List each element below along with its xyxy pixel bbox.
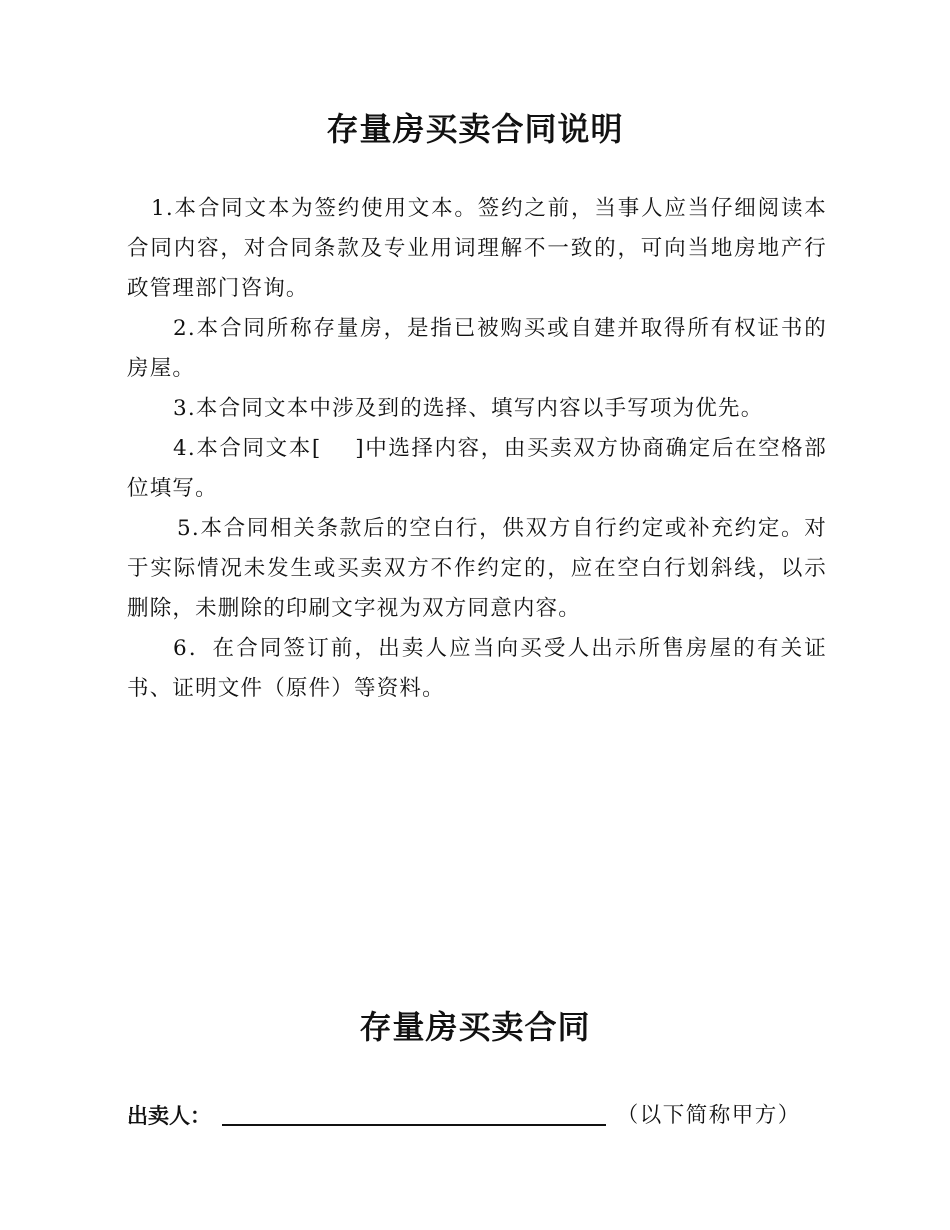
instruction-item-2: 2.本合同所称存量房，是指已被购买或自建并取得所有权证书的房屋。 xyxy=(127,316,827,381)
instructions-title: 存量房买卖合同说明 xyxy=(326,110,624,148)
instruction-item-6: 6．在合同签订前，出卖人应当向买受人出示所售房屋的有关证书、证明文件（原件）等资料。 xyxy=(127,636,827,701)
seller-alias-note: （以下简称甲方） xyxy=(616,1103,801,1128)
instruction-item-1: 1.本合同文本为签约使用文本。签约之前，当事人应当仔细阅读本合同内容，对合同条款及专业用词理解不一致的，可向当地房地产行政管理部门咨询。 xyxy=(127,196,827,301)
instructions-list xyxy=(127,189,827,709)
instruction-item-4: 4.本合同文本[ ]中选择内容，由买卖双方协商确定后在空格部位填写。 xyxy=(127,436,827,501)
instruction-item-5: 5.本合同相关条款后的空白行，供双方自行约定或补充约定。对于实际情况未发生或买卖双方不作约定的，应在空白行划斜线，以示删除，未删除的印刷文字视为双方同意内容。 xyxy=(127,516,827,621)
seller-line xyxy=(127,1096,827,1136)
seller-name-field[interactable] xyxy=(222,1096,606,1126)
instruction-item-3: 3.本合同文本中涉及到的选择、填写内容以手写项为优先。 xyxy=(173,396,764,421)
contract-title: 存量房买卖合同 xyxy=(359,1008,591,1046)
seller-label: 出卖人： xyxy=(127,1104,211,1128)
